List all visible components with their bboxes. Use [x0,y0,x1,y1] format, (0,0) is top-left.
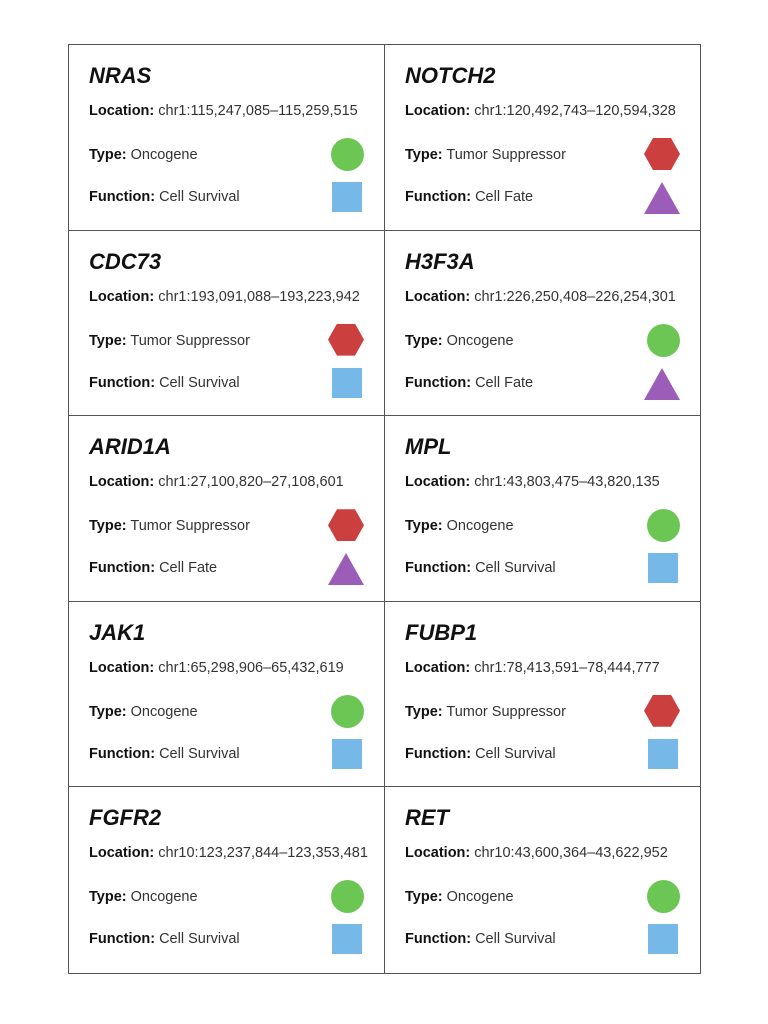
location-label: Location: [89,845,155,862]
location-row [405,474,660,490]
location-value: chr10:123,237,844–123,353,481 [158,845,368,862]
function-value: Cell Fate [475,189,534,205]
location-value: chr1:78,413,591–78,444,777 [474,659,660,676]
gene-name: JAK1 [89,619,146,645]
location-row [89,289,360,305]
location-row [89,845,368,861]
location-row [89,474,344,490]
function-label: Function: [89,560,156,577]
type-value: Oncogene [446,889,514,906]
type-label: Type: [89,518,127,535]
type-label: Type: [89,332,127,349]
function-row [405,375,533,391]
blue-square-icon [648,924,678,954]
gene-card [69,231,385,417]
gene-name: NOTCH2 [405,63,496,88]
location-value: chr1:43,803,475–43,820,135 [474,474,660,491]
location-row [405,660,660,676]
function-row [89,560,217,576]
type-row [89,704,198,720]
function-value: Cell Survival [159,931,240,948]
type-value: Tumor Suppressor [446,703,566,720]
green-circle-icon [647,324,680,357]
gene-card [385,602,700,788]
type-value: Tumor Suppressor [446,147,566,163]
function-value: Cell Survival [159,745,240,762]
function-label: Function: [89,374,156,391]
gene-name: NRAS [89,63,152,88]
type-value: Tumor Suppressor [130,518,250,535]
type-value: Oncogene [130,147,198,163]
location-label: Location: [405,288,471,305]
function-row [405,931,556,947]
location-value: chr10:43,600,364–43,622,952 [474,845,668,862]
blue-square-icon [332,924,362,954]
green-circle-icon [331,880,364,913]
function-label: Function: [405,189,472,205]
function-label: Function: [405,560,472,577]
function-label: Function: [405,931,472,948]
blue-square-icon [332,182,362,212]
type-row [405,704,566,720]
location-value: chr1:226,250,408–226,254,301 [474,288,676,305]
location-label: Location: [89,103,155,119]
gene-card [69,416,385,602]
location-row [405,845,668,861]
gene-name: ARID1A [89,434,171,460]
type-value: Tumor Suppressor [130,332,250,349]
purple-triangle-icon [328,553,364,585]
green-circle-icon [647,509,680,542]
type-label: Type: [405,518,443,535]
purple-triangle-icon [644,368,680,400]
function-row [89,746,240,762]
gene-name: MPL [405,434,452,460]
function-row [405,560,556,576]
gene-card [69,787,385,973]
type-value: Oncogene [130,703,198,720]
function-value: Cell Fate [475,374,534,391]
blue-square-icon [332,739,362,769]
gene-card [385,416,700,602]
type-row [89,333,250,349]
type-label: Type: [405,889,443,906]
type-value: Oncogene [446,332,514,349]
type-row [89,147,198,163]
gene-card [69,602,385,788]
location-row [405,103,676,119]
function-value: Cell Fate [159,560,218,577]
type-label: Type: [405,332,443,349]
location-label: Location: [89,288,155,305]
type-row [405,889,514,905]
red-hexagon-icon [328,324,364,356]
type-label: Type: [89,889,127,906]
gene-card [385,45,700,231]
green-circle-icon [647,880,680,913]
function-label: Function: [405,374,472,391]
function-value: Cell Survival [475,745,556,762]
gene-name: H3F3A [405,248,475,274]
function-label: Function: [405,745,472,762]
location-row [89,660,344,676]
type-row [89,889,198,905]
gene-card [69,45,385,231]
function-label: Function: [89,745,156,762]
green-circle-icon [331,138,364,171]
function-label: Function: [89,931,156,948]
location-value: chr1:115,247,085–115,259,515 [158,103,358,119]
location-row [405,289,676,305]
location-label: Location: [405,474,471,491]
location-label: Location: [89,474,155,491]
gene-card-grid [68,44,701,974]
type-row [405,518,514,534]
location-row [89,103,358,119]
gene-name: CDC73 [89,248,162,274]
location-label: Location: [405,845,471,862]
location-label: Location: [405,659,471,676]
red-hexagon-icon [644,138,680,170]
function-label: Function: [89,189,156,205]
red-hexagon-icon [328,509,364,541]
function-row [89,375,240,391]
function-value: Cell Survival [159,374,240,391]
blue-square-icon [332,368,362,398]
function-row [405,746,556,762]
type-value: Oncogene [130,889,198,906]
blue-square-icon [648,739,678,769]
gene-card [385,787,700,973]
location-label: Location: [89,659,155,676]
gene-name: RET [405,805,449,831]
type-label: Type: [405,703,443,720]
type-label: Type: [405,147,443,163]
gene-name: FGFR2 [89,805,162,831]
location-value: chr1:65,298,906–65,432,619 [158,659,344,676]
type-label: Type: [89,147,127,163]
gene-card [385,231,700,417]
type-label: Type: [89,703,127,720]
location-value: chr1:193,091,088–193,223,942 [158,288,360,305]
type-value: Oncogene [446,518,514,535]
function-value: Cell Survival [475,931,556,948]
function-value: Cell Survival [159,189,240,205]
function-row [405,189,533,205]
location-value: chr1:120,492,743–120,594,328 [474,103,676,119]
type-row [405,147,566,163]
red-hexagon-icon [644,695,680,727]
type-row [405,333,514,349]
gene-name: FUBP1 [405,619,478,645]
function-value: Cell Survival [475,560,556,577]
function-row [89,931,240,947]
blue-square-icon [648,553,678,583]
location-label: Location: [405,103,471,119]
location-value: chr1:27,100,820–27,108,601 [158,474,344,491]
function-row [89,189,240,205]
type-row [89,518,250,534]
purple-triangle-icon [644,182,680,214]
green-circle-icon [331,695,364,728]
